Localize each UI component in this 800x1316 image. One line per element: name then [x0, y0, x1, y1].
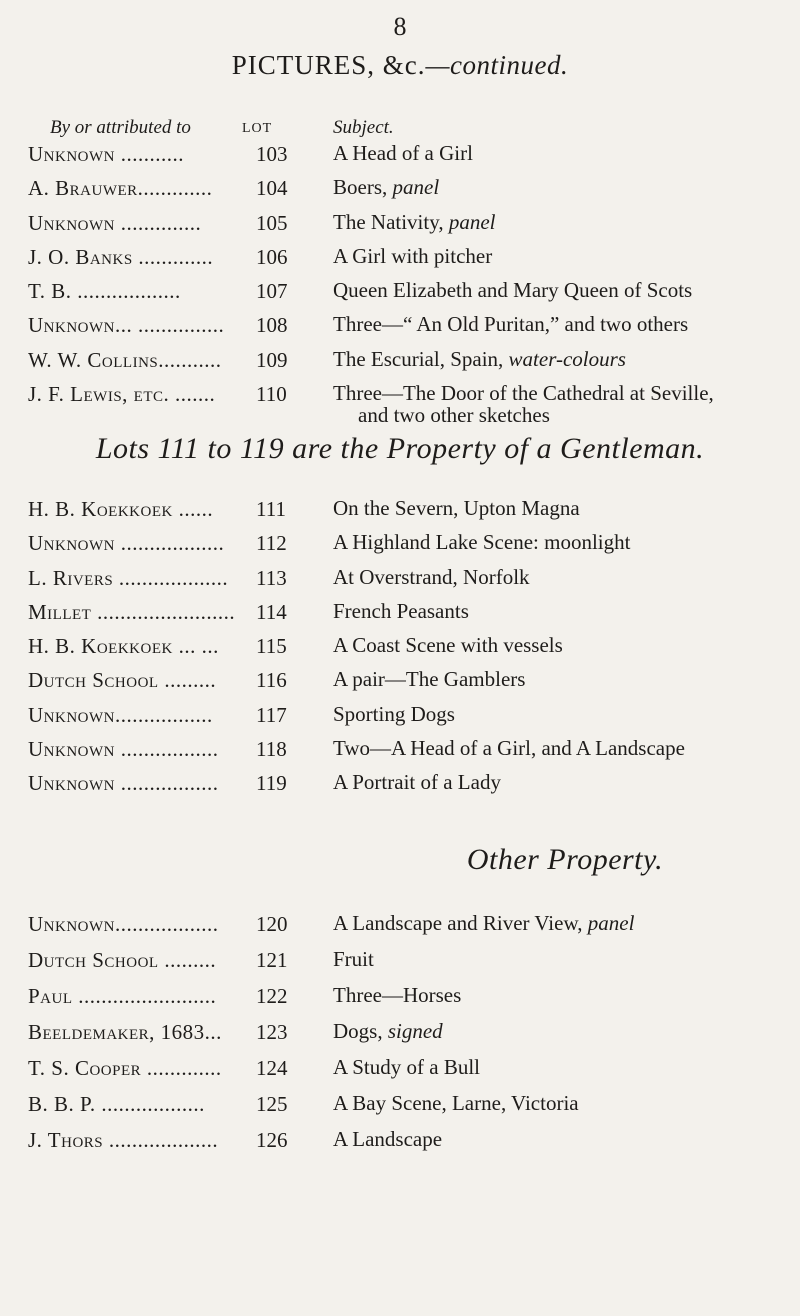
- subject-text: Three—“ An Old Puritan,” and two others: [333, 312, 689, 337]
- artist-name: H. B. Koekkoek ......: [28, 497, 214, 521]
- lot-row: [0, 176, 800, 210]
- artist-name: Dutch School .........: [28, 668, 217, 693]
- artist-name: W. W. Collins...........: [28, 347, 222, 372]
- lot-number: 108: [256, 313, 288, 338]
- subject-text: [333, 1020, 788, 1042]
- subject-text: A Bay Scene, Larne, Victoria: [333, 1091, 579, 1115]
- subject-text: A pair—The Gamblers: [333, 667, 526, 692]
- column-heading-subject: Subject.: [333, 117, 394, 138]
- subject-medium: panel: [448, 209, 496, 234]
- section-lots-120-126: [0, 912, 800, 1164]
- lot-row: [0, 313, 800, 347]
- artist-name: Beeldemaker, 1683...: [28, 1020, 222, 1044]
- lot-number: 115: [256, 634, 287, 659]
- lot-row: [0, 382, 800, 438]
- page-number: 8: [393, 12, 407, 41]
- artist-name: Unknown ...........: [28, 142, 184, 166]
- artist-name: T. B. ..................: [28, 279, 181, 304]
- subject-text: A Head of a Girl: [333, 141, 473, 165]
- artist-name: Unknown..................: [28, 912, 219, 936]
- subject-text: A Portrait of a Lady: [333, 770, 501, 795]
- artist-name: Dutch School .........: [28, 948, 217, 972]
- lot-number: 122: [256, 984, 288, 1008]
- subject-text: At Overstrand, Norfolk: [333, 564, 530, 589]
- lot-row: [0, 1092, 800, 1128]
- artist-name: B. B. P. ..................: [28, 1092, 205, 1116]
- subject-text: Fruit: [333, 947, 374, 971]
- subject-text: [333, 912, 788, 934]
- subject-text: [333, 348, 788, 370]
- subject-text: A Girl with pitcher: [333, 243, 493, 268]
- running-title-main: PICTURES, &c.: [231, 50, 426, 80]
- lot-row: [0, 703, 800, 737]
- section-lots-111-119: [0, 497, 800, 806]
- artist-name: Unknown.................: [28, 702, 213, 727]
- lot-number: 105: [256, 210, 288, 235]
- lot-row: [0, 279, 800, 313]
- artist-name: Unknown... ...............: [28, 313, 225, 338]
- artist-name: J. F. Lewis, etc. .......: [28, 382, 216, 407]
- lot-row: [0, 531, 800, 565]
- lot-number: 109: [256, 347, 288, 372]
- lot-row: [0, 1056, 800, 1092]
- lot-row: [0, 771, 800, 805]
- artist-name: Unknown .................: [28, 737, 219, 762]
- lot-row: [0, 497, 800, 531]
- subject-medium: panel: [587, 911, 635, 935]
- subject-plain: Dogs,: [333, 1019, 388, 1043]
- section-lots-103-110: [0, 142, 800, 438]
- lot-row: [0, 1020, 800, 1056]
- subject-plain: A Landscape and River View,: [333, 911, 588, 935]
- subject-text: [333, 211, 788, 233]
- subject-text: Queen Elizabeth and Mary Queen of Scots: [333, 278, 693, 303]
- lot-number: 104: [256, 176, 288, 201]
- artist-name: J. O. Banks .............: [28, 244, 214, 269]
- column-heading-artist: By or attributed to: [50, 117, 191, 138]
- lot-row: [0, 211, 800, 245]
- lot-row: [0, 948, 800, 984]
- subject-text: French Peasants: [333, 598, 469, 623]
- lot-number: 123: [256, 1020, 288, 1044]
- lot-row: [0, 245, 800, 279]
- lot-number: 106: [256, 244, 288, 269]
- lot-number: 112: [256, 531, 287, 556]
- subject-text: A Highland Lake Scene: moonlight: [333, 530, 631, 555]
- subject-text: Two—A Head of a Girl, and A Landscape: [333, 736, 685, 761]
- lot-number: 107: [256, 279, 288, 304]
- subject-plain: Boers,: [333, 175, 393, 200]
- subject-text: [333, 382, 788, 426]
- running-title: [0, 50, 800, 81]
- lot-number: 124: [256, 1056, 288, 1080]
- lot-number: 114: [256, 599, 287, 624]
- lot-number: 111: [256, 497, 286, 521]
- subject-text: On the Severn, Upton Magna: [333, 496, 580, 520]
- subject-text: A Coast Scene with vessels: [333, 633, 563, 658]
- lot-number: 126: [256, 1128, 288, 1152]
- artist-name: Unknown .................: [28, 771, 219, 796]
- lot-number: 103: [256, 142, 288, 166]
- lot-number: 119: [256, 771, 287, 796]
- artist-name: Millet ........................: [28, 599, 236, 624]
- subject-plain: The Escurial, Spain,: [333, 346, 509, 371]
- lot-row: [0, 142, 800, 176]
- subject-text: Sporting Dogs: [333, 701, 455, 726]
- lot-number: 113: [256, 565, 287, 590]
- subject-medium: signed: [387, 1019, 443, 1043]
- lot-row: [0, 737, 800, 771]
- artist-name: A. Brauwer.............: [28, 176, 213, 201]
- lot-row: [0, 566, 800, 600]
- subject-text: [333, 176, 788, 198]
- subject-text: A Landscape: [333, 1127, 443, 1151]
- lot-row: [0, 912, 800, 948]
- column-heading-lot: LOT: [242, 121, 273, 136]
- lot-number: 110: [256, 382, 287, 407]
- artist-name: H. B. Koekkoek ... ...: [28, 634, 219, 659]
- lot-row: [0, 600, 800, 634]
- subject-text: A Study of a Bull: [333, 1055, 481, 1079]
- lot-row: [0, 348, 800, 382]
- subject-line-1: Three—The Door of the Cathedral at Seville,: [333, 381, 714, 406]
- subject-medium: panel: [392, 175, 440, 200]
- lot-row: [0, 668, 800, 702]
- subject-line-2: and two other sketches: [358, 403, 550, 428]
- artist-name: J. Thors ...................: [28, 1128, 219, 1152]
- lot-number: 116: [256, 668, 287, 693]
- section-heading-other-property: Other Property.: [466, 843, 664, 876]
- lot-row: [0, 634, 800, 668]
- subject-plain: The Nativity,: [333, 209, 449, 234]
- artist-name: Unknown ..................: [28, 531, 225, 556]
- subject-text: Three—Horses: [333, 983, 462, 1007]
- lot-row: [0, 1128, 800, 1164]
- artist-name: Unknown ..............: [28, 210, 202, 235]
- column-headings: [0, 117, 800, 141]
- artist-name: T. S. Cooper .............: [28, 1056, 222, 1080]
- lot-number: 118: [256, 737, 287, 762]
- subject-medium: water-colours: [508, 346, 626, 371]
- running-title-continued: —continued.: [425, 50, 569, 80]
- section-heading-gentleman: Lots 111 to 119 are the Property of a Gentleman.: [95, 432, 705, 465]
- lot-number: 125: [256, 1092, 288, 1116]
- lot-row: [0, 984, 800, 1020]
- lot-number: 120: [256, 912, 288, 936]
- artist-name: Paul ........................: [28, 984, 217, 1008]
- artist-name: L. Rivers ...................: [28, 565, 229, 590]
- lot-number: 121: [256, 948, 288, 972]
- lot-number: 117: [256, 702, 287, 727]
